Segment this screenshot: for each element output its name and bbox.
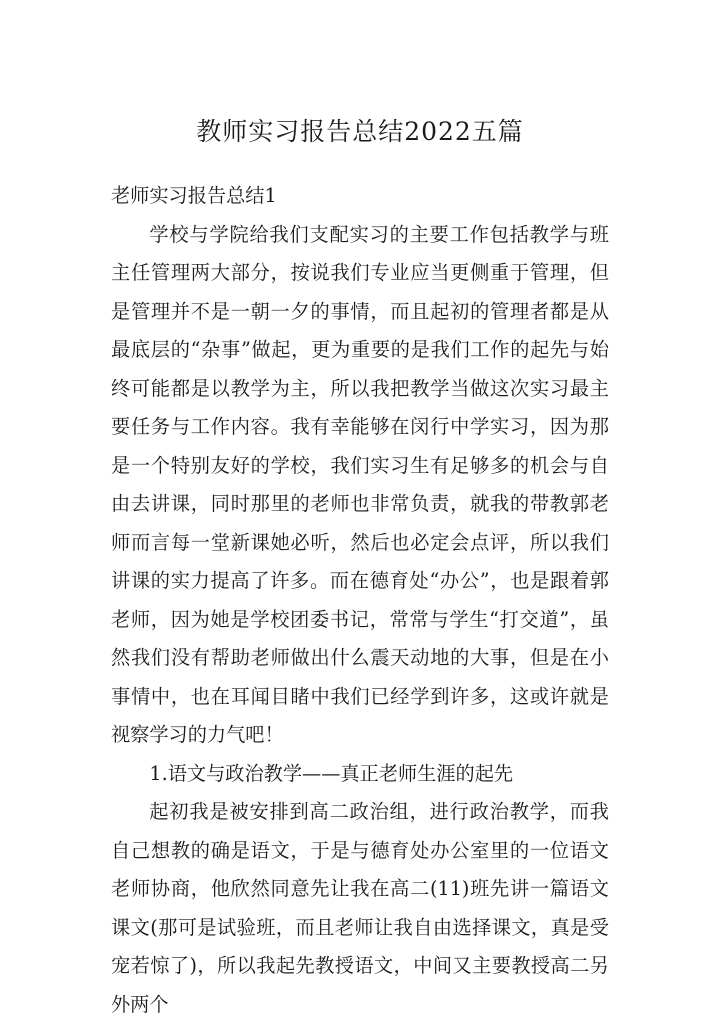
body-paragraph-1: 学校与学院给我们支配实习的主要工作包括教学与班主任管理两大部分，按说我们专业应当更侧重于管理，但是管理并不是一朝一夕的事情，而且起初的管理者都是从最底层的“杂事”做起，更为重要的是我们工作的起先与始终可能都是以教学为主，所以我把教学当做这次实习最主要任务与工作内容。我有幸能够在闵行中学实习，因为那是一个特别友好的学校，我们实习生有足够多的机会与自由去讲课，同时那里的老师也非常负责，就我的带教郭老师而言每一堂新课她必听，然后也必定会点评，所以我们讲课的实力提高了许多。而在德育处“办公”，也是跟着郭老师，因为她是学校团委书记，常常与学生“打交道”，虽然我们没有帮助老师做出什么震天动地的大事，但是在小事情中，也在耳闻目睹中我们已经学到许多，这或许就是视察学习的力气吧！ [111,222,609,746]
document-subtitle: 老师实习报告总结1 [111,184,277,207]
document-title: 教师实习报告总结2022五篇 [196,117,524,146]
body-paragraph-2: 起初我是被安排到高二政治组，进行政治教学，而我自己想教的确是语文，于是与德育处办公室里的一位语文老师协商，他欣然同意先让我在高二(11)班先讲一篇语文课文(那可是试验班，而且老师让我自由选择课文，真是受宠若惊了)，所以我起先教授语文，中间又主要教授高二另外两个 [111,800,609,1016]
document-body [111,177,609,1024]
section-heading: 1.语文与政治教学——真正老师生涯的起先 [149,761,514,785]
